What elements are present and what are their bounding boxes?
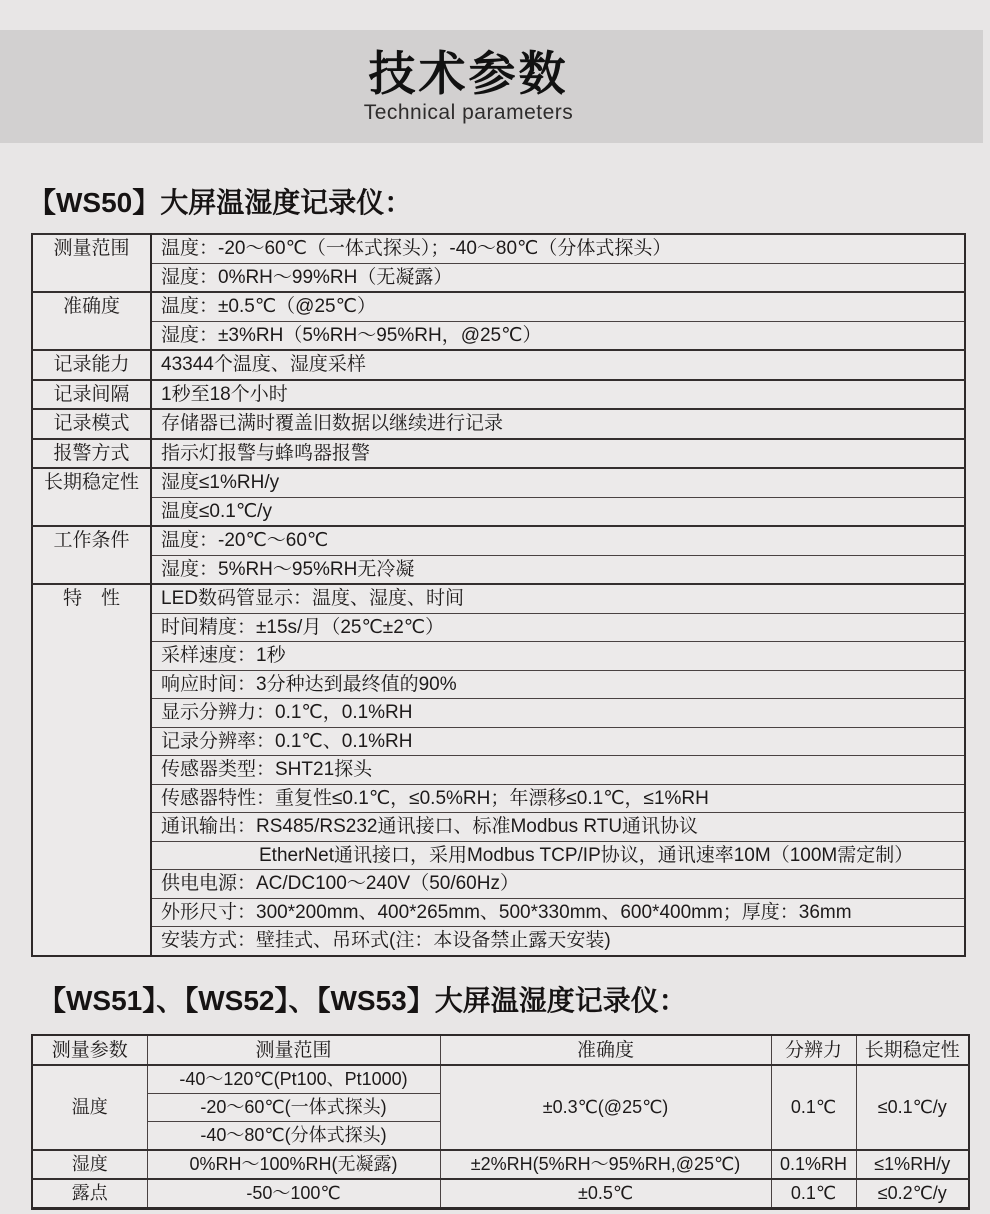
row-value: 湿度：0%RH～99%RH（无凝露） (151, 263, 965, 292)
range-cell: -40～80℃(分体式探头) (147, 1122, 440, 1151)
accuracy-cell: ±2%RH(5%RH～95%RH,@25℃) (440, 1150, 771, 1179)
range-cell: -50～100℃ (147, 1179, 440, 1209)
row-value: 湿度≤1%RH/y (151, 468, 965, 497)
param-cell: 湿度 (32, 1150, 147, 1179)
table-row (32, 234, 965, 263)
stability-cell: ≤0.1℃/y (856, 1065, 969, 1150)
row-value: 温度：±0.5℃（@25℃） (151, 292, 965, 321)
table-row (32, 584, 965, 613)
row-value: 响应时间：3分种达到最终值的90% (151, 670, 965, 699)
resolution-cell: 0.1%RH (771, 1150, 856, 1179)
table-row (32, 1179, 969, 1209)
column-header: 测量范围 (147, 1035, 440, 1065)
row-value: 通讯输出：RS485/RS232通讯接口、标准Modbus RTU通讯协议 (151, 813, 965, 842)
row-value-continuation: EtherNet通讯接口，采用Modbus TCP/IP协议，通讯速率10M（100M需定制） (151, 841, 965, 870)
table-header-row (32, 1035, 969, 1065)
table-row (32, 380, 965, 410)
table-row (32, 526, 965, 555)
param-cell: 温度 (32, 1065, 147, 1150)
row-label: 特 性 (32, 584, 151, 956)
row-value: 温度：-20℃～60℃ (151, 526, 965, 555)
row-label: 记录能力 (32, 350, 151, 380)
row-value: 温度≤0.1℃/y (151, 497, 965, 526)
row-value: 传感器类型：SHT21探头 (151, 756, 965, 785)
row-value: 采样速度：1秒 (151, 642, 965, 671)
table-row (32, 670, 965, 699)
column-header: 准确度 (440, 1035, 771, 1065)
table-row (32, 350, 965, 380)
section1-heading: 【WS50】大屏温湿度记录仪： (28, 187, 413, 218)
table-row (32, 1150, 969, 1179)
range-cell: -20～60℃(一体式探头) (147, 1094, 440, 1122)
param-cell: 露点 (32, 1179, 147, 1209)
row-value: 指示灯报警与蜂鸣器报警 (151, 439, 965, 469)
table-row (32, 1065, 969, 1094)
range-cell: 0%RH～100%RH(无凝露) (147, 1150, 440, 1179)
page-subtitle: Technical parameters (363, 101, 574, 124)
table-row (32, 927, 965, 956)
table-row (32, 642, 965, 671)
table-row (32, 263, 965, 292)
accuracy-cell: ±0.3℃(@25℃) (440, 1065, 771, 1150)
table-row (32, 841, 965, 870)
row-label: 长期稳定性 (32, 468, 151, 526)
row-label: 工作条件 (32, 526, 151, 584)
row-label: 准确度 (32, 292, 151, 350)
table-row (32, 409, 965, 439)
table-row (32, 898, 965, 927)
row-value: 43344个温度、湿度采样 (151, 350, 965, 380)
table-row (32, 870, 965, 899)
range-cell: -40～120℃(Pt100、Pt1000) (147, 1065, 440, 1094)
table-row (32, 439, 965, 469)
row-label: 记录模式 (32, 409, 151, 439)
table-row (32, 756, 965, 785)
row-value: 外形尺寸：300*200mm、400*265mm、500*330mm、600*400mm；厚度：36mm (151, 898, 965, 927)
row-value: LED数码管显示：温度、湿度、时间 (151, 584, 965, 613)
table-row (32, 699, 965, 728)
page-title: 技术参数 (368, 47, 569, 100)
row-label: 报警方式 (32, 439, 151, 469)
ws50-spec-table (31, 233, 966, 957)
table-row (32, 613, 965, 642)
title-band (0, 30, 983, 143)
section2-heading: 【WS51】、【WS52】、【WS53】大屏温湿度记录仪： (38, 985, 687, 1016)
row-value: 记录分辨率：0.1℃、0.1%RH (151, 727, 965, 756)
column-header: 分辨力 (771, 1035, 856, 1065)
row-value: 显示分辨力：0.1℃，0.1%RH (151, 699, 965, 728)
resolution-cell: 0.1℃ (771, 1179, 856, 1209)
column-header: 测量参数 (32, 1035, 147, 1065)
row-label: 记录间隔 (32, 380, 151, 410)
table-row (32, 321, 965, 350)
table-row (32, 727, 965, 756)
ws51-53-spec-table (31, 1034, 970, 1210)
accuracy-cell: ±0.5℃ (440, 1179, 771, 1209)
table-row (32, 784, 965, 813)
row-value: 湿度：±3%RH（5%RH～95%RH，@25℃） (151, 321, 965, 350)
row-value: 温度：-20～60℃（一体式探头）；-40～80℃（分体式探头） (151, 234, 965, 263)
row-value: 时间精度：±15s/月（25℃±2℃） (151, 613, 965, 642)
table-row (32, 555, 965, 584)
table-row (32, 292, 965, 321)
table-row (32, 468, 965, 497)
stability-cell: ≤0.2℃/y (856, 1179, 969, 1209)
row-label: 测量范围 (32, 234, 151, 292)
row-value: 存储器已满时覆盖旧数据以继续进行记录 (151, 409, 965, 439)
row-value: 安装方式：壁挂式、吊环式(注：本设备禁止露天安装) (151, 927, 965, 956)
table-row (32, 813, 965, 842)
row-value: 湿度：5%RH～95%RH无冷凝 (151, 555, 965, 584)
row-value: 1秒至18个小时 (151, 380, 965, 410)
column-header: 长期稳定性 (856, 1035, 969, 1065)
stability-cell: ≤1%RH/y (856, 1150, 969, 1179)
row-value: 供电电源：AC/DC100～240V（50/60Hz） (151, 870, 965, 899)
table-row (32, 497, 965, 526)
resolution-cell: 0.1℃ (771, 1065, 856, 1150)
row-value: 传感器特性：重复性≤0.1℃，≤0.5%RH；年漂移≤0.1℃，≤1%RH (151, 784, 965, 813)
